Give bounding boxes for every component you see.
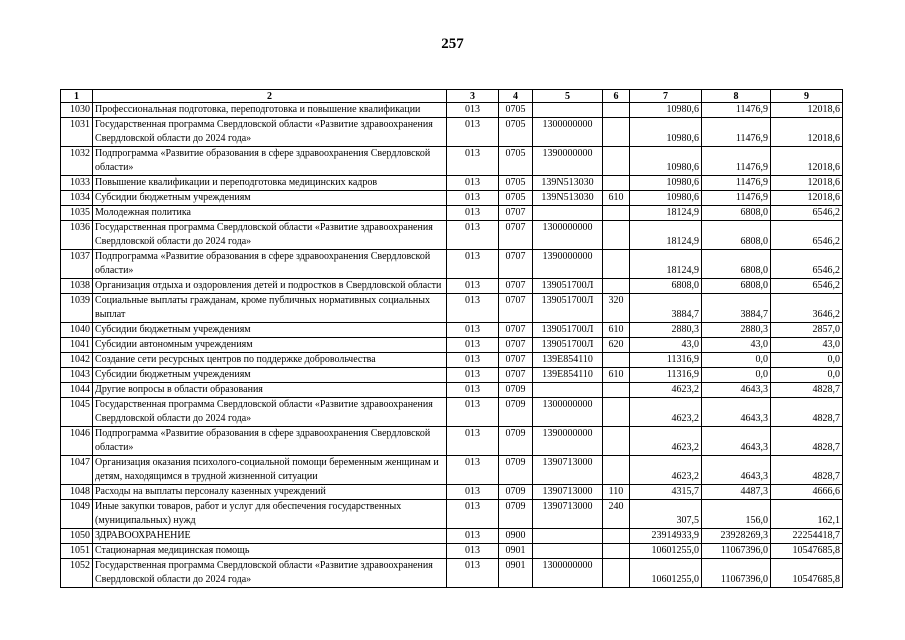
amount-col-7: 4623,2 bbox=[630, 427, 702, 456]
target-article-code: 139051700Л bbox=[533, 338, 603, 353]
amount-col-7: 23914933,9 bbox=[630, 529, 702, 544]
table-row bbox=[61, 206, 843, 221]
admin-code: 013 bbox=[447, 559, 499, 588]
row-description: Государственная программа Свердловской области «Развитие здравоохранения Свердловской области до 2024 года» bbox=[93, 559, 447, 588]
section-code: 0705 bbox=[499, 176, 533, 191]
column-header: 1 bbox=[61, 90, 93, 103]
row-number: 1039 bbox=[61, 294, 93, 323]
row-number: 1036 bbox=[61, 221, 93, 250]
section-code: 0707 bbox=[499, 250, 533, 279]
row-description: Субсидии бюджетным учреждениям bbox=[93, 191, 447, 206]
row-description: Субсидии автономным учреждениям bbox=[93, 338, 447, 353]
section-code: 0707 bbox=[499, 279, 533, 294]
expense-type-code: 320 bbox=[603, 294, 630, 323]
amount-col-8: 4643,3 bbox=[702, 456, 771, 485]
target-article-code: 139N513030 bbox=[533, 176, 603, 191]
expense-type-code bbox=[603, 118, 630, 147]
target-article-code bbox=[533, 544, 603, 559]
target-article-code: 1300000000 bbox=[533, 118, 603, 147]
target-article-code: 1300000000 bbox=[533, 221, 603, 250]
row-description: Государственная программа Свердловской области «Развитие здравоохранения Свердловской области до 2024 года» bbox=[93, 398, 447, 427]
section-code: 0709 bbox=[499, 427, 533, 456]
row-description: Повышение квалификации и переподготовка медицинских кадров bbox=[93, 176, 447, 191]
amount-col-9: 0,0 bbox=[771, 353, 843, 368]
amount-col-7: 307,5 bbox=[630, 500, 702, 529]
amount-col-7: 10980,6 bbox=[630, 191, 702, 206]
target-article-code: 1390713000 bbox=[533, 456, 603, 485]
expense-type-code bbox=[603, 279, 630, 294]
section-code: 0707 bbox=[499, 294, 533, 323]
row-number: 1041 bbox=[61, 338, 93, 353]
amount-col-7: 10601255,0 bbox=[630, 544, 702, 559]
expense-type-code bbox=[603, 427, 630, 456]
row-description: Организация отдыха и оздоровления детей и подростков в Свердловской области bbox=[93, 279, 447, 294]
table-row bbox=[61, 529, 843, 544]
row-description: Подпрограмма «Развитие образования в сфере здравоохранения Свердловской области» bbox=[93, 250, 447, 279]
amount-col-9: 12018,6 bbox=[771, 118, 843, 147]
amount-col-9: 10547685,8 bbox=[771, 544, 843, 559]
admin-code: 013 bbox=[447, 206, 499, 221]
column-header: 6 bbox=[603, 90, 630, 103]
amount-col-7: 10980,6 bbox=[630, 103, 702, 118]
row-number: 1052 bbox=[61, 559, 93, 588]
target-article-code: 139E854110 bbox=[533, 368, 603, 383]
row-number: 1045 bbox=[61, 398, 93, 427]
expense-type-code bbox=[603, 544, 630, 559]
admin-code: 013 bbox=[447, 279, 499, 294]
row-description: Организация оказания психолого-социальной помощи беременным женщинам и детям, находящимся в трудной жизненной ситуации bbox=[93, 456, 447, 485]
admin-code: 013 bbox=[447, 338, 499, 353]
amount-col-8: 6808,0 bbox=[702, 250, 771, 279]
admin-code: 013 bbox=[447, 383, 499, 398]
amount-col-7: 11316,9 bbox=[630, 368, 702, 383]
table-row bbox=[61, 353, 843, 368]
page-number: 257 bbox=[441, 36, 464, 52]
amount-col-8: 11476,9 bbox=[702, 147, 771, 176]
target-article-code: 139E854110 bbox=[533, 353, 603, 368]
amount-col-9: 4828,7 bbox=[771, 427, 843, 456]
expense-type-code: 610 bbox=[603, 323, 630, 338]
target-article-code: 1390000000 bbox=[533, 427, 603, 456]
amount-col-8: 23928269,3 bbox=[702, 529, 771, 544]
expense-type-code bbox=[603, 176, 630, 191]
amount-col-9: 6546,2 bbox=[771, 250, 843, 279]
table-row bbox=[61, 456, 843, 485]
amount-col-8: 3884,7 bbox=[702, 294, 771, 323]
amount-col-8: 11067396,0 bbox=[702, 559, 771, 588]
row-number: 1038 bbox=[61, 279, 93, 294]
target-article-code bbox=[533, 103, 603, 118]
amount-col-9: 12018,6 bbox=[771, 191, 843, 206]
admin-code: 013 bbox=[447, 544, 499, 559]
amount-col-7: 4623,2 bbox=[630, 456, 702, 485]
row-number: 1050 bbox=[61, 529, 93, 544]
row-number: 1047 bbox=[61, 456, 93, 485]
admin-code: 013 bbox=[447, 294, 499, 323]
column-header: 5 bbox=[533, 90, 603, 103]
row-description: Государственная программа Свердловской области «Развитие здравоохранения Свердловской области до 2024 года» bbox=[93, 221, 447, 250]
table-row bbox=[61, 485, 843, 500]
expense-type-code bbox=[603, 250, 630, 279]
amount-col-8: 11476,9 bbox=[702, 118, 771, 147]
expense-type-code: 110 bbox=[603, 485, 630, 500]
amount-col-9: 4828,7 bbox=[771, 398, 843, 427]
admin-code: 013 bbox=[447, 368, 499, 383]
column-header: 9 bbox=[771, 90, 843, 103]
amount-col-8: 4643,3 bbox=[702, 398, 771, 427]
row-number: 1032 bbox=[61, 147, 93, 176]
amount-col-7: 3884,7 bbox=[630, 294, 702, 323]
row-description: ЗДРАВООХРАНЕНИЕ bbox=[93, 529, 447, 544]
row-description: Профессиональная подготовка, переподготовка и повышение квалификации bbox=[93, 103, 447, 118]
column-header: 4 bbox=[499, 90, 533, 103]
admin-code: 013 bbox=[447, 427, 499, 456]
section-code: 0707 bbox=[499, 368, 533, 383]
amount-col-7: 11316,9 bbox=[630, 353, 702, 368]
table-row bbox=[61, 368, 843, 383]
expense-type-code bbox=[603, 383, 630, 398]
section-code: 0709 bbox=[499, 383, 533, 398]
amount-col-8: 2880,3 bbox=[702, 323, 771, 338]
row-description: Стационарная медицинская помощь bbox=[93, 544, 447, 559]
target-article-code: 1390000000 bbox=[533, 250, 603, 279]
table-row bbox=[61, 544, 843, 559]
expense-type-code bbox=[603, 529, 630, 544]
expense-type-code: 620 bbox=[603, 338, 630, 353]
amount-col-7: 10601255,0 bbox=[630, 559, 702, 588]
column-header: 7 bbox=[630, 90, 702, 103]
amount-col-8: 11476,9 bbox=[702, 103, 771, 118]
row-number: 1031 bbox=[61, 118, 93, 147]
expense-type-code bbox=[603, 103, 630, 118]
section-code: 0707 bbox=[499, 206, 533, 221]
amount-col-9: 162,1 bbox=[771, 500, 843, 529]
row-number: 1037 bbox=[61, 250, 93, 279]
table-row bbox=[61, 323, 843, 338]
budget-table bbox=[60, 89, 843, 588]
row-number: 1030 bbox=[61, 103, 93, 118]
amount-col-9: 6546,2 bbox=[771, 206, 843, 221]
amount-col-8: 43,0 bbox=[702, 338, 771, 353]
target-article-code bbox=[533, 383, 603, 398]
amount-col-8: 0,0 bbox=[702, 353, 771, 368]
admin-code: 013 bbox=[447, 103, 499, 118]
amount-col-8: 6808,0 bbox=[702, 279, 771, 294]
admin-code: 013 bbox=[447, 250, 499, 279]
amount-col-8: 6808,0 bbox=[702, 206, 771, 221]
section-code: 0709 bbox=[499, 398, 533, 427]
amount-col-9: 12018,6 bbox=[771, 176, 843, 191]
row-number: 1044 bbox=[61, 383, 93, 398]
expense-type-code bbox=[603, 456, 630, 485]
expense-type-code: 240 bbox=[603, 500, 630, 529]
target-article-code bbox=[533, 206, 603, 221]
row-description: Расходы на выплаты персоналу казенных учреждений bbox=[93, 485, 447, 500]
target-article-code: 139051700Л bbox=[533, 294, 603, 323]
table-body bbox=[61, 103, 843, 588]
table-row bbox=[61, 191, 843, 206]
amount-col-9: 12018,6 bbox=[771, 147, 843, 176]
amount-col-7: 4623,2 bbox=[630, 398, 702, 427]
amount-col-7: 4623,2 bbox=[630, 383, 702, 398]
section-code: 0709 bbox=[499, 500, 533, 529]
target-article-code: 139051700Л bbox=[533, 323, 603, 338]
table-row bbox=[61, 118, 843, 147]
table-row bbox=[61, 559, 843, 588]
amount-col-9: 4828,7 bbox=[771, 456, 843, 485]
expense-type-code bbox=[603, 398, 630, 427]
amount-col-7: 6808,0 bbox=[630, 279, 702, 294]
admin-code: 013 bbox=[447, 176, 499, 191]
expense-type-code bbox=[603, 353, 630, 368]
target-article-code: 139051700Л bbox=[533, 279, 603, 294]
expense-type-code: 610 bbox=[603, 191, 630, 206]
amount-col-8: 4487,3 bbox=[702, 485, 771, 500]
amount-col-8: 11476,9 bbox=[702, 176, 771, 191]
table-row bbox=[61, 176, 843, 191]
amount-col-7: 4315,7 bbox=[630, 485, 702, 500]
amount-col-9: 43,0 bbox=[771, 338, 843, 353]
amount-col-7: 10980,6 bbox=[630, 176, 702, 191]
target-article-code bbox=[533, 529, 603, 544]
expense-type-code bbox=[603, 221, 630, 250]
row-description: Иные закупки товаров, работ и услуг для обеспечения государственных (муниципальных) нужд bbox=[93, 500, 447, 529]
row-description: Субсидии бюджетным учреждениям bbox=[93, 368, 447, 383]
section-code: 0705 bbox=[499, 191, 533, 206]
row-number: 1043 bbox=[61, 368, 93, 383]
section-code: 0901 bbox=[499, 559, 533, 588]
row-description: Молодежная политика bbox=[93, 206, 447, 221]
row-number: 1048 bbox=[61, 485, 93, 500]
row-number: 1033 bbox=[61, 176, 93, 191]
expense-type-code bbox=[603, 206, 630, 221]
section-code: 0900 bbox=[499, 529, 533, 544]
amount-col-9: 6546,2 bbox=[771, 221, 843, 250]
table-row bbox=[61, 383, 843, 398]
target-article-code: 139N513030 bbox=[533, 191, 603, 206]
amount-col-7: 18124,9 bbox=[630, 250, 702, 279]
admin-code: 013 bbox=[447, 456, 499, 485]
amount-col-8: 6808,0 bbox=[702, 221, 771, 250]
row-number: 1035 bbox=[61, 206, 93, 221]
amount-col-9: 10547685,8 bbox=[771, 559, 843, 588]
target-article-code: 1390713000 bbox=[533, 500, 603, 529]
amount-col-8: 0,0 bbox=[702, 368, 771, 383]
row-number: 1042 bbox=[61, 353, 93, 368]
amount-col-7: 43,0 bbox=[630, 338, 702, 353]
admin-code: 013 bbox=[447, 191, 499, 206]
admin-code: 013 bbox=[447, 500, 499, 529]
admin-code: 013 bbox=[447, 485, 499, 500]
section-code: 0709 bbox=[499, 485, 533, 500]
section-code: 0707 bbox=[499, 353, 533, 368]
table-row bbox=[61, 427, 843, 456]
table-row bbox=[61, 294, 843, 323]
amount-col-9: 0,0 bbox=[771, 368, 843, 383]
expense-type-code: 610 bbox=[603, 368, 630, 383]
row-description: Субсидии бюджетным учреждениям bbox=[93, 323, 447, 338]
row-description: Социальные выплаты гражданам, кроме публичных нормативных социальных выплат bbox=[93, 294, 447, 323]
amount-col-8: 11067396,0 bbox=[702, 544, 771, 559]
table-row bbox=[61, 398, 843, 427]
amount-col-8: 4643,3 bbox=[702, 383, 771, 398]
amount-col-9: 2857,0 bbox=[771, 323, 843, 338]
row-number: 1040 bbox=[61, 323, 93, 338]
row-number: 1051 bbox=[61, 544, 93, 559]
section-code: 0709 bbox=[499, 456, 533, 485]
amount-col-7: 18124,9 bbox=[630, 221, 702, 250]
row-description: Подпрограмма «Развитие образования в сфере здравоохранения Свердловской области» bbox=[93, 147, 447, 176]
table-row bbox=[61, 221, 843, 250]
table-row bbox=[61, 279, 843, 294]
target-article-code: 1300000000 bbox=[533, 398, 603, 427]
section-code: 0705 bbox=[499, 103, 533, 118]
amount-col-8: 11476,9 bbox=[702, 191, 771, 206]
row-description: Другие вопросы в области образования bbox=[93, 383, 447, 398]
section-code: 0705 bbox=[499, 118, 533, 147]
amount-col-7: 10980,6 bbox=[630, 118, 702, 147]
section-code: 0707 bbox=[499, 338, 533, 353]
column-header: 2 bbox=[93, 90, 447, 103]
amount-col-7: 10980,6 bbox=[630, 147, 702, 176]
row-number: 1049 bbox=[61, 500, 93, 529]
section-code: 0901 bbox=[499, 544, 533, 559]
amount-col-9: 4828,7 bbox=[771, 383, 843, 398]
section-code: 0707 bbox=[499, 323, 533, 338]
target-article-code: 1390000000 bbox=[533, 147, 603, 176]
admin-code: 013 bbox=[447, 118, 499, 147]
amount-col-9: 22254418,7 bbox=[771, 529, 843, 544]
amount-col-8: 4643,3 bbox=[702, 427, 771, 456]
table-row bbox=[61, 338, 843, 353]
table-row bbox=[61, 250, 843, 279]
row-description: Создание сети ресурсных центров по поддержке добровольчества bbox=[93, 353, 447, 368]
expense-type-code bbox=[603, 559, 630, 588]
column-header: 3 bbox=[447, 90, 499, 103]
section-code: 0705 bbox=[499, 147, 533, 176]
amount-col-8: 156,0 bbox=[702, 500, 771, 529]
target-article-code: 1390713000 bbox=[533, 485, 603, 500]
column-header: 8 bbox=[702, 90, 771, 103]
admin-code: 013 bbox=[447, 353, 499, 368]
admin-code: 013 bbox=[447, 398, 499, 427]
admin-code: 013 bbox=[447, 221, 499, 250]
table-row bbox=[61, 500, 843, 529]
amount-col-7: 2880,3 bbox=[630, 323, 702, 338]
table-row bbox=[61, 147, 843, 176]
amount-col-9: 4666,6 bbox=[771, 485, 843, 500]
header-row bbox=[61, 90, 843, 103]
table-row bbox=[61, 103, 843, 118]
row-number: 1034 bbox=[61, 191, 93, 206]
expense-type-code bbox=[603, 147, 630, 176]
admin-code: 013 bbox=[447, 529, 499, 544]
section-code: 0707 bbox=[499, 221, 533, 250]
admin-code: 013 bbox=[447, 147, 499, 176]
amount-col-9: 6546,2 bbox=[771, 279, 843, 294]
row-description: Подпрограмма «Развитие образования в сфере здравоохранения Свердловской области» bbox=[93, 427, 447, 456]
row-number: 1046 bbox=[61, 427, 93, 456]
admin-code: 013 bbox=[447, 323, 499, 338]
amount-col-9: 3646,2 bbox=[771, 294, 843, 323]
amount-col-9: 12018,6 bbox=[771, 103, 843, 118]
target-article-code: 1300000000 bbox=[533, 559, 603, 588]
amount-col-7: 18124,9 bbox=[630, 206, 702, 221]
row-description: Государственная программа Свердловской области «Развитие здравоохранения Свердловской области до 2024 года» bbox=[93, 118, 447, 147]
